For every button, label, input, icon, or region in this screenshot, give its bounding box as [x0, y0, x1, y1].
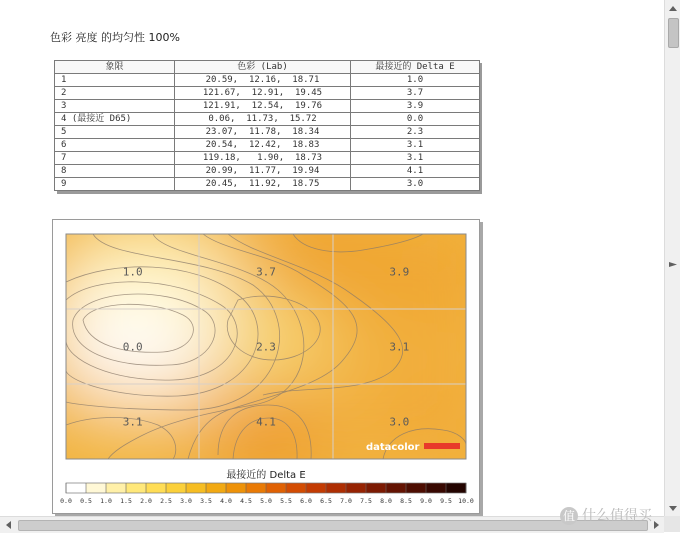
vertical-scrollbar[interactable]	[664, 0, 680, 516]
legend-tick-label: 5.0	[260, 497, 272, 505]
quadrant-table	[54, 60, 480, 191]
color-legend	[60, 483, 474, 505]
cell-color-lab: 0.06, 11.73, 15.72	[175, 113, 351, 126]
cell-color-lab: 20.99, 11.77, 19.94	[175, 165, 351, 178]
cell-quadrant: 7	[55, 152, 175, 165]
legend-tick-label: 3.0	[180, 497, 192, 505]
heatmap-cell-label: 4.1	[256, 415, 276, 429]
cell-color-lab: 20.54, 12.42, 18.83	[175, 139, 351, 152]
column-header-quadrant: 象限	[55, 61, 175, 74]
cell-quadrant: 9	[55, 178, 175, 191]
scrollbar-corner	[664, 516, 680, 532]
table-row	[55, 152, 480, 165]
site-watermark	[560, 505, 652, 525]
legend-tick-label: 10.0	[458, 497, 474, 505]
cell-quadrant: 4 (最接近 D65)	[55, 113, 175, 126]
table-row	[55, 165, 480, 178]
legend-tick-label: 4.5	[240, 497, 252, 505]
cell-quadrant: 1	[55, 74, 175, 87]
cell-quadrant: 6	[55, 139, 175, 152]
column-header-color-lab: 色彩 (Lab)	[175, 61, 351, 74]
heatmap-cell-label: 2.3	[256, 340, 276, 354]
legend-swatch	[366, 483, 387, 493]
legend-tick-label: 1.5	[120, 497, 132, 505]
legend-swatch	[66, 483, 87, 493]
cell-delta-e: 3.7	[351, 87, 480, 100]
table-row	[55, 87, 480, 100]
legend-tick-label: 3.5	[200, 497, 212, 505]
legend-tick-label: 8.5	[400, 497, 412, 505]
legend-swatch	[346, 483, 367, 493]
legend-tick-label: 9.5	[440, 497, 452, 505]
legend-swatch	[426, 483, 447, 493]
legend-tick-label: 0.5	[80, 497, 92, 505]
legend-swatch	[166, 483, 187, 493]
cell-color-lab: 20.59, 12.16, 18.71	[175, 74, 351, 87]
cell-delta-e: 0.0	[351, 113, 480, 126]
quadrant-table-container	[54, 60, 479, 191]
datacolor-wordmark: datacolor	[366, 442, 420, 453]
report-title: 色彩 亮度 的均匀性 100%	[50, 31, 180, 44]
watermark-text: 什么值得买	[582, 508, 652, 524]
legend-swatch	[286, 483, 307, 493]
table-row	[55, 139, 480, 152]
heatmap-cell-label: 3.7	[256, 265, 276, 279]
cell-delta-e: 3.0	[351, 178, 480, 191]
column-header-delta-e: 最接近的 Delta E	[351, 61, 480, 74]
legend-swatch	[306, 483, 327, 493]
legend-tick-label: 5.5	[280, 497, 292, 505]
legend-swatch	[246, 483, 267, 493]
legend-tick-label: 9.0	[420, 497, 432, 505]
legend-swatch	[386, 483, 407, 493]
cell-delta-e: 3.9	[351, 100, 480, 113]
table-header-row	[55, 61, 480, 74]
legend-swatch	[86, 483, 107, 493]
legend-swatch	[326, 483, 347, 493]
cell-delta-e: 1.0	[351, 74, 480, 87]
horizontal-scroll-thumb[interactable]	[18, 520, 648, 531]
heatmap-cell-label: 3.9	[389, 265, 410, 279]
legend-swatch	[406, 483, 427, 493]
table-row	[55, 74, 480, 87]
arrow-right-icon	[654, 521, 659, 529]
legend-swatch	[106, 483, 127, 493]
table-row	[55, 113, 480, 126]
legend-swatch	[186, 483, 207, 493]
cell-delta-e: 3.1	[351, 152, 480, 165]
table-row	[55, 126, 480, 139]
datacolor-bar	[424, 443, 460, 449]
cell-color-lab: 119.18, 1.90, 18.73	[175, 152, 351, 165]
heatmap-cell-label: 3.1	[122, 415, 143, 429]
heatmap-cell-label: 3.1	[389, 340, 410, 354]
arrow-right-icon	[669, 262, 677, 267]
arrow-down-icon	[669, 506, 677, 511]
legend-tick-label: 7.0	[340, 497, 352, 505]
legend-swatch	[446, 483, 467, 493]
legend-tick-label: 0.0	[60, 497, 72, 505]
cell-delta-e: 3.1	[351, 139, 480, 152]
cell-quadrant: 2	[55, 87, 175, 100]
legend-tick-label: 6.0	[300, 497, 312, 505]
scroll-left-button[interactable]	[0, 517, 16, 533]
scroll-page-marker[interactable]	[665, 256, 680, 272]
legend-swatch	[126, 483, 147, 493]
legend-swatch	[146, 483, 167, 493]
legend-tick-label: 4.0	[220, 497, 232, 505]
cell-delta-e: 4.1	[351, 165, 480, 178]
cell-delta-e: 2.3	[351, 126, 480, 139]
table-row	[55, 178, 480, 191]
watermark-logo-icon: 值	[560, 507, 578, 525]
legend-swatch	[226, 483, 247, 493]
legend-title: 最接近的 Delta E	[226, 470, 306, 481]
cell-color-lab: 20.45, 11.92, 18.75	[175, 178, 351, 191]
legend-swatch	[206, 483, 227, 493]
cell-quadrant: 3	[55, 100, 175, 113]
table-row	[55, 100, 480, 113]
cell-color-lab: 23.07, 11.78, 18.34	[175, 126, 351, 139]
legend-tick-label: 7.5	[360, 497, 372, 505]
heatmap-cell-label: 0.0	[122, 340, 143, 354]
cell-color-lab: 121.91, 12.54, 19.76	[175, 100, 351, 113]
legend-tick-label: 2.0	[140, 497, 152, 505]
legend-tick-label: 2.5	[160, 497, 172, 505]
uniformity-heatmap-panel	[52, 219, 480, 514]
legend-tick-label: 6.5	[320, 497, 332, 505]
cell-color-lab: 121.67, 12.91, 19.45	[175, 87, 351, 100]
heatmap-cell-label: 3.0	[389, 415, 410, 429]
heatmap-cell-label: 1.0	[122, 265, 143, 279]
cell-quadrant: 8	[55, 165, 175, 178]
scroll-up-button[interactable]	[665, 0, 680, 16]
arrow-left-icon	[6, 521, 11, 529]
scroll-down-button[interactable]	[665, 500, 680, 516]
legend-tick-label: 8.0	[380, 497, 392, 505]
vertical-scroll-thumb[interactable]	[668, 18, 679, 48]
arrow-up-icon	[669, 6, 677, 11]
legend-tick-label: 1.0	[100, 497, 112, 505]
legend-swatch	[266, 483, 287, 493]
cell-quadrant: 5	[55, 126, 175, 139]
